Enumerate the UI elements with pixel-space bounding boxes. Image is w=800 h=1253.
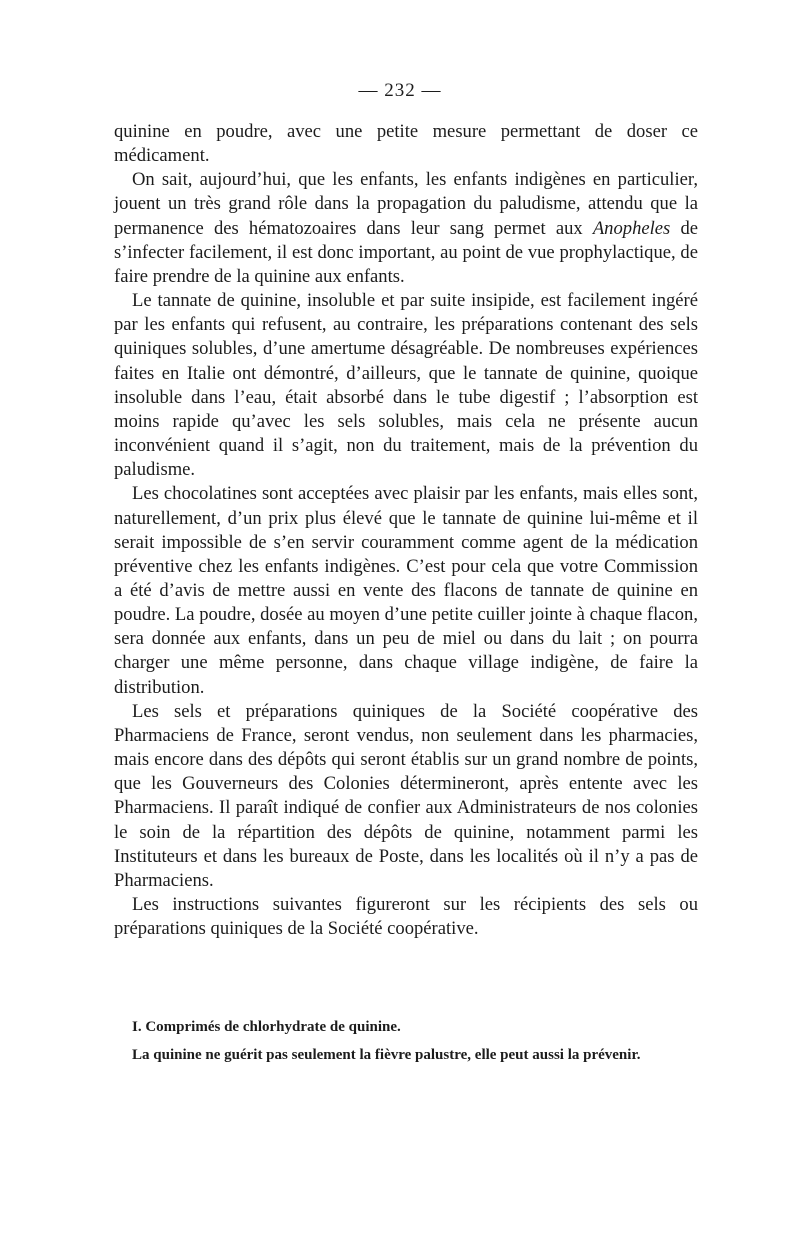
paragraph-2 — [114, 168, 698, 289]
page-number: — 232 — — [358, 80, 442, 101]
paragraph-4: Les chocolatines sont acceptées avec plaisir par les enfants, mais elles sont, naturellement, d’un prix plus élevé que le tannate de quinine lui-même et il serait impossible de s’en servir couramment comme agent de la médication préventive chez les enfants indigènes. C’est pour cela que votre Commission a été d’avis de mettre aussi en vente des flacons de tannate de quinine en poudre. La poudre, dosée au moyen d’une petite cuiller jointe à chaque flacon, sera donnée aux enfants, dans un peu de miel ou dans du lait ; on pourra charger une même personne, dans chaque village indigène, de faire la distribution. — [114, 483, 698, 698]
paragraph-5: Les sels et préparations quiniques de la Société coopérative des Pharmaciens de France, seront vendus, non seulement dans les pharmacies, mais encore dans des dépôts qui seront établis sur un grand nombre de points, que les Gouverneurs des Colonies détermineront, après entente avec les Pharmaciens. Il paraît indiqué de confier aux Administrateurs de nos colonies le soin de la répartition des dépôts de quinine, notamment parmi les Instituteurs et dans les bureaux de Poste, dans les localités où il n’y a pas de Pharmaciens. — [114, 700, 698, 891]
paragraph-2-text-a: On sait, aujourd’hui, que les enfants, les enfants indigènes en particulier, jouent un très grand rôle dans la propagation du paludisme, attendu que la permanence des hématozoaires dans leur sang permet aux — [114, 169, 698, 239]
instructions-notes — [114, 1018, 698, 1074]
body-text — [114, 120, 698, 941]
paragraph-3: Le tannate de quinine, insoluble et par suite insipide, est facilement ingéré par les enfants qui refusent, au contraire, les préparations contenant des sels quiniques solubles, d’une amertume désagréable. De nombreuses expériences faites en Italie ont démontré, d’ailleurs, que le tannate de quinine, quoique insoluble dans l’eau, était absorbé dans le tube digestif ; l’absorption est moins rapide qu’avec les sels solubles, mais cela ne présente aucun inconvénient quand il s’agit, non du traitement, mais de la prévention du paludisme. — [114, 290, 698, 481]
note-heading: I. Comprimés de chlorhydrate de quinine. — [132, 1019, 401, 1035]
paragraph-6: Les instructions suivantes figureront sur les récipients des sels ou préparations quiniques de la Société coopérative. — [114, 894, 698, 940]
note-text: La quinine ne guérit pas seulement la fièvre palustre, elle peut aussi la prévenir. — [132, 1047, 641, 1063]
paragraph-2-text-b: de s’infecter facilement, il est donc important, au point de vue prophylactique, de faire prendre de la quinine aux enfants. — [114, 217, 698, 287]
paragraph-1: quinine en poudre, avec une petite mesure permettant de doser ce médicament. — [114, 121, 698, 167]
anopheles-italic: Anopheles — [592, 217, 671, 239]
